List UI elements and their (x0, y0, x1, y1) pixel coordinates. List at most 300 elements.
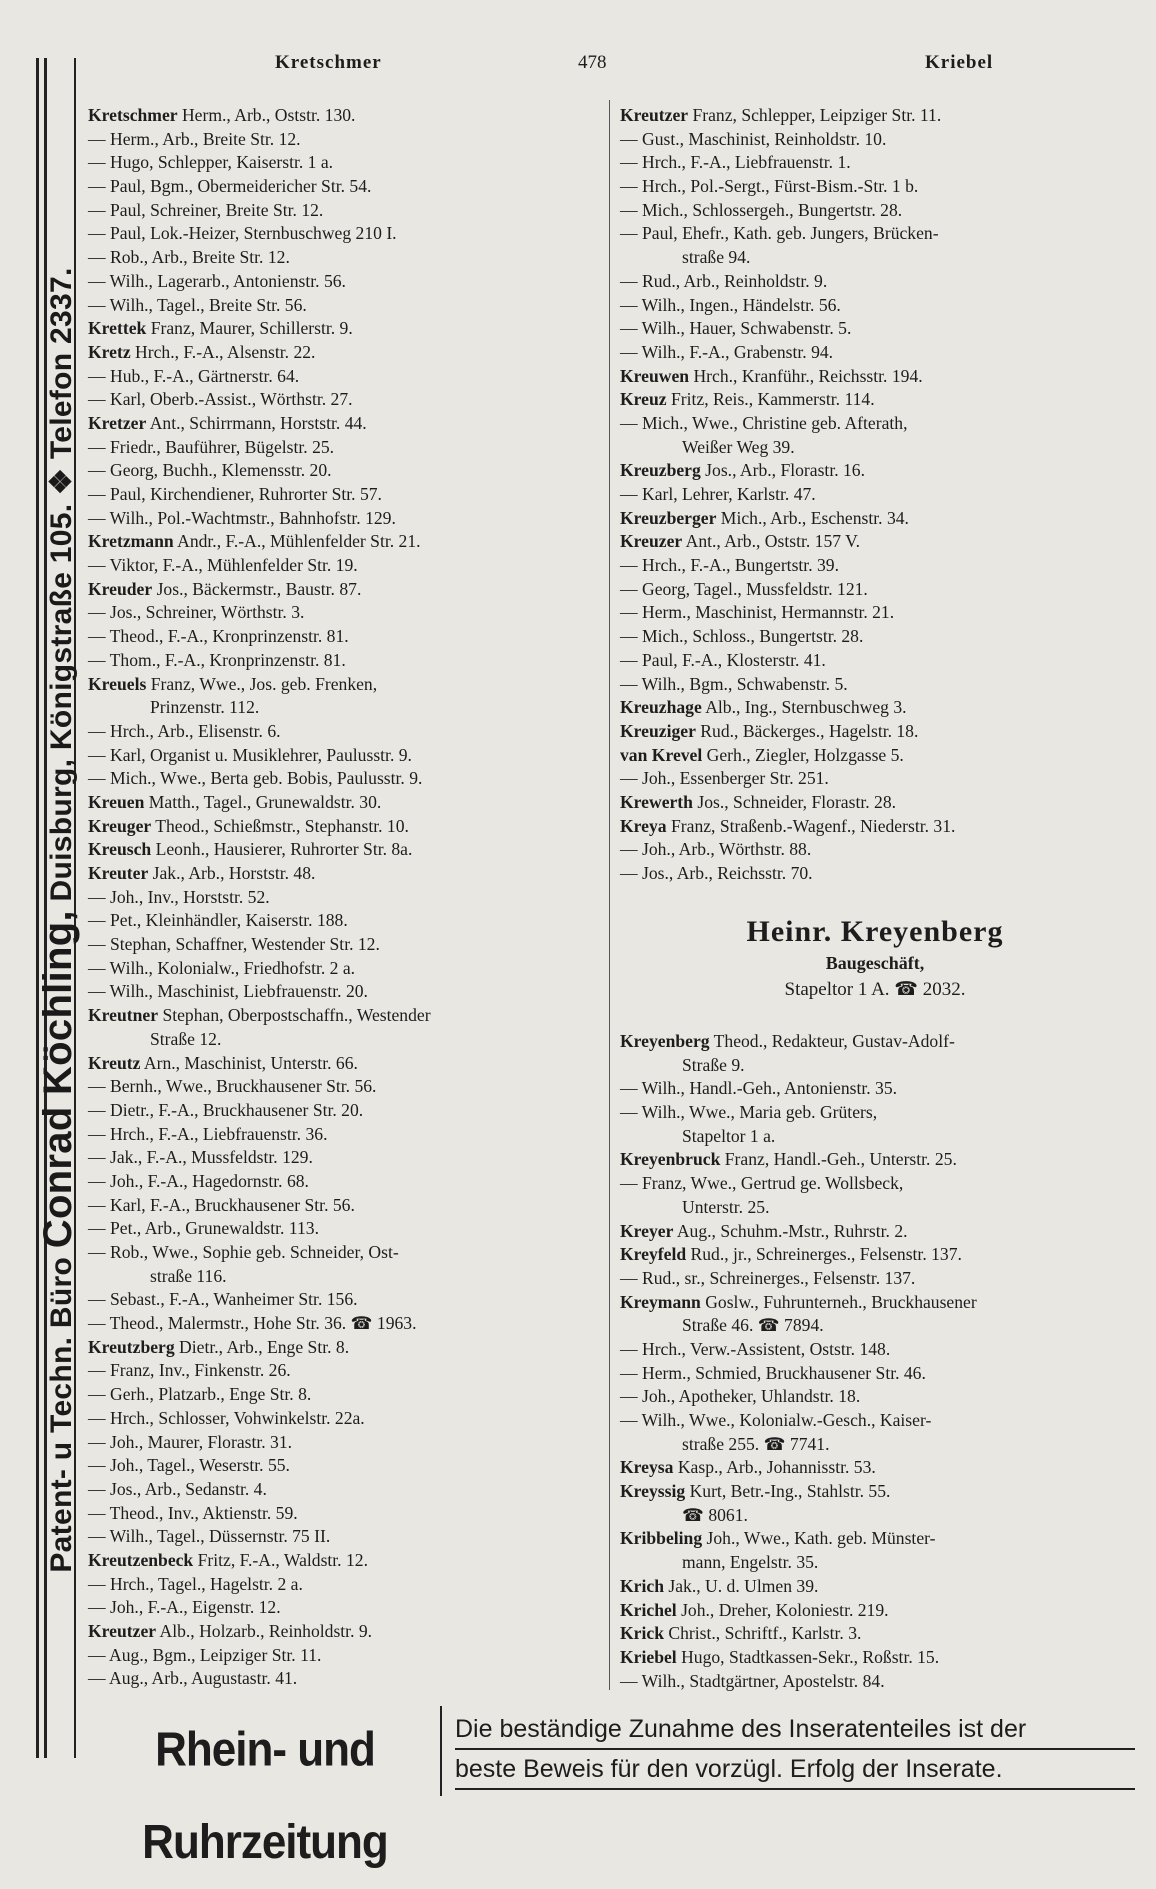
directory-entry (88, 175, 431, 199)
entry-continuation (620, 246, 955, 270)
entry-text: — Wilh., Ingen., Händelstr. 56. (620, 294, 841, 315)
entry-text: — Wilh., Bgm., Schwabenstr. 5. (620, 673, 848, 694)
directory-entry (620, 578, 955, 602)
directory-entry (620, 530, 955, 554)
entry-surname: Kreutz (88, 1052, 141, 1073)
entry-surname: Kreyssig (620, 1481, 686, 1502)
directory-entry (88, 1620, 431, 1644)
entry-text: — Gerh., Platzarb., Enge Str. 8. (88, 1384, 312, 1405)
directory-entry (620, 1101, 977, 1125)
entry-surname: Kreuzhage (620, 697, 702, 718)
entry-surname: Kreutzer (88, 1621, 157, 1641)
directory-entry (88, 791, 431, 815)
entry-surname: Kreuger (88, 815, 152, 836)
directory-entry (88, 578, 431, 602)
newspaper-advert: Rhein- und Ruhrzeitung (142, 1722, 388, 1869)
sidebar-text-pre: Patent- u Techn. Büro (45, 1248, 78, 1573)
slogan-advert (455, 1710, 1135, 1790)
entry-text: Rud., Bäckerges., Hagelstr. 18. (695, 720, 919, 741)
entry-text: — Hrch., F.-A., Liebfrauenstr. 36. (88, 1123, 328, 1144)
header-left-keyword: Kretschmer (275, 52, 382, 73)
entry-text: — Herm., Maschinist, Hermannstr. 21. (620, 602, 895, 623)
directory-entry (620, 1409, 977, 1433)
entry-text: — Wilh., Kolonialw., Friedhofstr. 2 a. (88, 957, 356, 978)
directory-entry (620, 1267, 977, 1291)
entry-text: — Aug., Bgm., Leipziger Str. 11. (88, 1644, 322, 1665)
directory-entry (88, 1052, 431, 1076)
entry-text: — Hrch., Tagel., Hagelstr. 2 a. (88, 1573, 303, 1594)
directory-entry (88, 1194, 431, 1218)
directory-entry (88, 365, 431, 389)
entry-text: Franz, Straßenb.-Wagenf., Niederstr. 31. (666, 815, 956, 836)
entry-text: Franz, Handl.-Geh., Unterstr. 25. (720, 1149, 957, 1170)
entry-text: Kurt, Betr.-Ing., Stahlstr. 55. (685, 1481, 891, 1502)
entry-text: Franz, Maurer, Schillerstr. 9. (146, 318, 353, 339)
entry-text: — Wilh., Wwe., Maria geb. Grüters, (620, 1102, 878, 1123)
entry-continuation (620, 1504, 977, 1528)
directory-entry (620, 1385, 977, 1409)
entry-surname: Kreuwen (620, 365, 690, 386)
directory-entry (88, 1288, 431, 1312)
directory-entry (88, 270, 431, 294)
directory-entry (88, 601, 431, 625)
entry-text: — Dietr., F.-A., Bruckhausener Str. 20. (88, 1099, 364, 1120)
directory-entry (88, 838, 431, 862)
directory-entry (620, 317, 955, 341)
directory-entry (620, 1670, 977, 1694)
entry-surname: Kreuels (88, 673, 147, 694)
entry-surname: Kreuzer (620, 531, 683, 552)
entry-text: Leonh., Hausierer, Ruhrorter Str. 8a. (151, 839, 413, 860)
directory-entry (88, 1667, 431, 1691)
entry-text: Mich., Arb., Eschenstr. 34. (716, 507, 909, 528)
entry-text: Kasp., Arb., Johannisstr. 53. (673, 1457, 876, 1478)
entry-surname: Krettek (88, 318, 147, 339)
entry-text: Franz, Schlepper, Leipziger Str. 11. (688, 105, 942, 125)
entry-text: — Joh., Inv., Horststr. 52. (88, 886, 270, 907)
directory-entry (88, 222, 431, 246)
entry-text: — Hrch., Pol.-Sergt., Fürst-Bism.-Str. 1 b. (620, 176, 919, 197)
entry-surname: Kretz (88, 341, 131, 362)
directory-entry (620, 507, 955, 531)
directory-entry (88, 507, 431, 531)
directory-entry (620, 696, 955, 720)
directory-entry (88, 886, 431, 910)
directory-entry (88, 1644, 431, 1668)
entry-text: straße 116. (150, 1265, 227, 1286)
entry-text: — Joh., Arb., Wörthstr. 88. (620, 839, 812, 860)
entry-continuation (620, 436, 955, 460)
directory-entry (620, 294, 955, 318)
directory-entry (88, 1241, 431, 1265)
entry-text: ☎ 8061. (682, 1504, 748, 1525)
directory-entry (88, 128, 431, 152)
directory-entry (88, 246, 431, 270)
header-right-keyword: Kriebel (925, 52, 994, 73)
entry-surname: Kribbeling (620, 1528, 703, 1549)
entry-text: — Paul, Bgm., Obermeidericher Str. 54. (88, 176, 372, 197)
entry-text: Unterstr. 25. (682, 1196, 770, 1217)
entry-text: — Joh., Apotheker, Uhlandstr. 18. (620, 1386, 861, 1407)
directory-entry (620, 1456, 977, 1480)
entry-text: — Wilh., Wwe., Kolonialw.-Gesch., Kaiser- (620, 1410, 932, 1430)
entry-surname: Kreutzberg (88, 1336, 175, 1357)
directory-entry (620, 862, 955, 886)
entry-text: — Paul, Schreiner, Breite Str. 12. (88, 199, 324, 220)
directory-entry (88, 1312, 431, 1336)
directory-entry (88, 1146, 431, 1170)
entry-text: Dietr., Arb., Enge Str. 8. (174, 1336, 350, 1357)
entry-text: Rud., jr., Schreinerges., Felsenstr. 137. (686, 1244, 962, 1265)
entry-continuation (88, 696, 431, 720)
entry-surname: Kreuen (88, 791, 145, 812)
directory-entry (620, 1599, 977, 1623)
entry-text: — Karl, F.-A., Bruckhausener Str. 56. (88, 1194, 355, 1215)
entry-surname: Kreyer (620, 1220, 674, 1241)
directory-entry (88, 104, 431, 128)
entry-text: — Hrch., Schlosser, Vohwinkelstr. 22a. (88, 1407, 365, 1428)
entry-text: — Hugo, Schlepper, Kaiserstr. 1 a. (88, 152, 334, 173)
entry-text: — Paul, Ehefr., Kath. geb. Jungers, Brücken- (620, 223, 939, 244)
directory-entry (88, 1359, 431, 1383)
entry-text: — Hrch., Arb., Elisenstr. 6. (88, 720, 281, 741)
directory-entry (88, 1454, 431, 1478)
entry-continuation (620, 1054, 977, 1078)
directory-entry (88, 530, 431, 554)
entry-text: Prinzenstr. 112. (150, 697, 260, 718)
sidebar-text-post: Duisburg, Königstraße 105. ❖ Telefon 2337. (45, 267, 78, 911)
directory-entry (88, 294, 431, 318)
entry-surname: Kreusch (88, 839, 152, 860)
directory-entry (88, 1525, 431, 1549)
directory-entry (620, 767, 955, 791)
entry-text: — Joh., F.-A., Hagedornstr. 68. (88, 1170, 309, 1191)
directory-entry (620, 1291, 977, 1315)
entry-text: — Thom., F.-A., Kronprinzenstr. 81. (88, 649, 346, 670)
directory-entry (620, 1077, 977, 1101)
slogan-line-1: Die beständige Zunahme des Inseratenteiles ist der (455, 1710, 1135, 1750)
directory-entry (88, 815, 431, 839)
directory-entry (620, 483, 955, 507)
advertisement (620, 915, 1130, 1001)
entry-text: straße 94. (682, 247, 751, 268)
entry-text: Joh., Wwe., Kath. geb. Münster- (702, 1528, 936, 1549)
entry-text: — Paul, Kirchendiener, Ruhrorter Str. 57. (88, 484, 382, 504)
directory-entry (620, 838, 955, 862)
entry-text: Alb., Ing., Sternbuschweg 3. (701, 697, 907, 718)
entry-continuation (620, 1433, 977, 1457)
directory-entry (620, 649, 955, 673)
entry-surname: Krichel (620, 1599, 677, 1620)
directory-entry (620, 1575, 977, 1599)
entry-surname: Kreuzberger (620, 507, 717, 528)
directory-entry (88, 1336, 431, 1360)
entry-text: — Rob., Arb., Breite Str. 12. (88, 247, 290, 268)
entry-text: Aug., Schuhm.-Mstr., Ruhrstr. 2. (673, 1220, 908, 1241)
entry-text: — Joh., Maurer, Florastr. 31. (88, 1431, 293, 1452)
entry-text: — Mich., Schlossergeh., Bungertstr. 28. (620, 199, 903, 220)
entry-text: — Wilh., Tagel., Breite Str. 56. (88, 294, 307, 315)
entry-surname: Krick (620, 1623, 664, 1644)
directory-entry (620, 673, 955, 697)
directory-entry (88, 720, 431, 744)
directory-entry (88, 1407, 431, 1431)
entry-surname: Kreutzenbeck (88, 1549, 194, 1570)
entry-text: — Joh., Tagel., Weserstr. 55. (88, 1455, 290, 1476)
entry-text: Straße 9. (682, 1054, 745, 1075)
directory-entry (620, 554, 955, 578)
entry-continuation (620, 1125, 977, 1149)
entry-text: — Wilh., Pol.-Wachtmstr., Bahnhofstr. 129. (88, 507, 396, 528)
entry-surname: Kreuter (88, 863, 149, 883)
directory-entry (620, 175, 955, 199)
directory-entry (88, 1217, 431, 1241)
entry-text: Gerh., Ziegler, Holzgasse 5. (702, 744, 904, 765)
directory-entry (88, 436, 431, 460)
entry-surname: Kreyfeld (620, 1244, 687, 1265)
directory-entry (88, 1383, 431, 1407)
entry-text: — Wilh., Stadtgärtner, Apostelstr. 84. (620, 1670, 885, 1691)
entry-surname: Krewerth (620, 791, 693, 812)
entry-text: — Jak., F.-A., Mussfeldstr. 129. (88, 1147, 313, 1168)
directory-entry (88, 317, 431, 341)
entry-continuation (620, 1314, 977, 1338)
entry-text: — Wilh., Hauer, Schwabenstr. 5. (620, 318, 852, 339)
entry-text: — Hrch., F.-A., Bungertstr. 39. (620, 555, 839, 576)
directory-entry (88, 151, 431, 175)
directory-entry (88, 625, 431, 649)
entry-surname: Kretzmann (88, 531, 174, 552)
entry-text: Jak., Arb., Horststr. 48. (148, 863, 316, 883)
entry-surname: Kretschmer (88, 105, 178, 125)
entry-text: Weißer Weg 39. (682, 436, 795, 457)
entry-continuation (620, 1196, 977, 1220)
entry-text: Arn., Maschinist, Unterstr. 66. (140, 1052, 358, 1073)
directory-entry (88, 412, 431, 436)
entry-text: Herm., Arb., Oststr. 130. (177, 105, 356, 125)
entry-text: mann, Engelstr. 35. (682, 1552, 819, 1573)
entry-surname: Kreutzer (620, 105, 689, 125)
entry-text: — Hrch., F.-A., Liebfrauenstr. 1. (620, 152, 851, 173)
directory-entry (88, 199, 431, 223)
entry-surname: Kreuder (88, 578, 153, 599)
footer-rule (440, 1706, 442, 1796)
entry-text: Matth., Tagel., Grunewaldstr. 30. (144, 791, 382, 812)
directory-entry (620, 365, 955, 389)
entry-text: — Mich., Wwe., Berta geb. Bobis, Paulusstr. 9. (88, 768, 423, 789)
entry-text: — Paul, Lok.-Heizer, Sternbuschweg 210 I. (88, 223, 397, 244)
entry-text: — Rud., Arb., Reinholdstr. 9. (620, 270, 828, 291)
directory-entry (620, 791, 955, 815)
entry-text: Hrch., F.-A., Alsenstr. 22. (130, 341, 316, 362)
entry-surname: Kreutner (88, 1005, 159, 1026)
entry-text: — Hrch., Verw.-Assistent, Oststr. 148. (620, 1338, 891, 1359)
entry-text: — Karl, Organist u. Musiklehrer, Paulusstr. 9. (88, 744, 412, 765)
entry-text: — Paul, F.-A., Klosterstr. 41. (620, 649, 826, 670)
directory-entry (620, 720, 955, 744)
directory-entry (88, 1502, 431, 1526)
directory-entry (620, 1622, 977, 1646)
advert-address: Stapeltor 1 A. ☎ 2032. (784, 979, 966, 1000)
entry-text: — Gust., Maschinist, Reinholdstr. 10. (620, 128, 887, 149)
entry-continuation (620, 1551, 977, 1575)
entry-text: — Jos., Arb., Reichsstr. 70. (620, 863, 813, 883)
entry-continuation (88, 1028, 431, 1052)
directory-entry (620, 412, 955, 436)
entry-surname: Kreyenbruck (620, 1149, 721, 1170)
directory-entry (620, 1243, 977, 1267)
directory-entry (88, 554, 431, 578)
directory-entry (620, 1480, 977, 1504)
left-column (88, 104, 431, 1691)
directory-entry (88, 459, 431, 483)
entry-surname: Kreymann (620, 1291, 701, 1312)
entry-text: Hugo, Stadtkassen-Sekr., Roßstr. 15. (676, 1646, 940, 1667)
directory-entry (620, 270, 955, 294)
directory-entry (88, 1075, 431, 1099)
entry-text: — Rob., Wwe., Sophie geb. Schneider, Ost- (88, 1242, 399, 1262)
entry-text: — Friedr., Bauführer, Bügelstr. 25. (88, 436, 335, 457)
entry-text: Fritz, Reis., Kammerstr. 114. (666, 389, 875, 410)
entry-text: Fritz, F.-A., Waldstr. 12. (193, 1549, 368, 1570)
entry-surname: Kreyenberg (620, 1031, 710, 1051)
entry-text: straße 255. ☎ 7741. (682, 1433, 830, 1454)
entry-text: Jos., Schneider, Florastr. 28. (692, 791, 897, 812)
directory-entry (620, 104, 955, 128)
entry-text: Andr., F.-A., Mühlenfelder Str. 21. (173, 531, 421, 552)
directory-entry (620, 1527, 977, 1551)
right-column-top (620, 104, 955, 886)
directory-entry (88, 957, 431, 981)
entry-text: Joh., Dreher, Koloniestr. 219. (676, 1599, 889, 1620)
entry-text: — Georg, Buchh., Klemensstr. 20. (88, 460, 332, 481)
entry-surname: Kreuzberg (620, 460, 701, 481)
entry-text: — Aug., Arb., Augustastr. 41. (88, 1668, 298, 1689)
directory-entry (88, 744, 431, 768)
entry-surname: Kreuz (620, 389, 667, 410)
directory-entry (620, 151, 955, 175)
directory-entry (88, 909, 431, 933)
directory-entry (620, 222, 955, 246)
directory-entry (88, 933, 431, 957)
entry-text: Ant., Schirrmann, Horststr. 44. (146, 412, 367, 433)
entry-text: — Mich., Wwe., Christine geb. Afterath, (620, 412, 908, 433)
entry-text: — Wilh., Maschinist, Liebfrauenstr. 20. (88, 981, 368, 1002)
entry-text: — Bernh., Wwe., Bruckhausener Str. 56. (88, 1076, 377, 1097)
entry-text: Stapeltor 1 a. (682, 1125, 776, 1146)
entry-text: — Jos., Arb., Sedanstr. 4. (88, 1478, 267, 1499)
directory-entry (620, 199, 955, 223)
directory-entry (620, 1148, 977, 1172)
entry-text: — Mich., Schloss., Bungertstr. 28. (620, 626, 864, 647)
entry-text: — Joh., Essenberger Str. 251. (620, 768, 829, 789)
directory-entry (88, 1596, 431, 1620)
directory-entry (88, 1573, 431, 1597)
directory-entry (88, 980, 431, 1004)
entry-text: — Hub., F.-A., Gärtnerstr. 64. (88, 365, 300, 386)
entry-text: Goslw., Fuhrunterneh., Bruckhausener (700, 1291, 977, 1312)
directory-entry (88, 341, 431, 365)
entry-text: — Stephan, Schaffner, Westender Str. 12. (88, 934, 380, 955)
entry-text: — Theod., Malermstr., Hohe Str. 36. ☎ 1963. (88, 1313, 417, 1334)
sidebar-advert (33, 120, 83, 1720)
directory-entry (88, 388, 431, 412)
directory-entry (620, 1338, 977, 1362)
entry-text: — Franz, Wwe., Gertrud ge. Wollsbeck, (620, 1173, 904, 1194)
entry-text: — Jos., Schreiner, Wörthstr. 3. (88, 602, 305, 623)
entry-text: — Herm., Arb., Breite Str. 12. (88, 128, 301, 149)
entry-text: — Wilh., Handl.-Geh., Antonienstr. 35. (620, 1078, 898, 1099)
directory-entry (88, 767, 431, 791)
entry-text: — Joh., F.-A., Eigenstr. 12. (88, 1597, 281, 1618)
entry-text: — Karl, Lehrer, Karlstr. 47. (620, 484, 816, 504)
entry-text: Jos., Arb., Florastr. 16. (700, 460, 866, 481)
column-divider (609, 100, 610, 1690)
directory-entry (620, 601, 955, 625)
entry-text: — Sebast., F.-A., Wanheimer Str. 156. (88, 1289, 358, 1310)
entry-surname: van Krevel (620, 744, 703, 765)
entry-text: Franz, Wwe., Jos. geb. Frenken, (146, 673, 378, 694)
advert-firm: Heinr. Kreyenberg (746, 915, 1004, 948)
directory-entry (88, 1004, 431, 1028)
right-column-bottom (620, 1030, 977, 1693)
entry-text: Hrch., Kranführ., Reichsstr. 194. (689, 365, 923, 386)
directory-entry (620, 1030, 977, 1054)
directory-entry (88, 1099, 431, 1123)
entry-text: — Wilh., Tagel., Düssernstr. 75 II. (88, 1526, 331, 1547)
directory-entry (620, 1646, 977, 1670)
entry-text: Jak., U. d. Ulmen 39. (663, 1575, 819, 1596)
entry-continuation (88, 1265, 431, 1289)
entry-text: Theod., Redakteur, Gustav-Adolf- (709, 1031, 955, 1051)
entry-text: — Pet., Arb., Grunewaldstr. 113. (88, 1218, 319, 1239)
entry-surname: Kriebel (620, 1646, 677, 1667)
entry-text: Stephan, Oberpostschaffn., Westender (158, 1005, 431, 1026)
entry-text: Jos., Bäckermstr., Baustr. 87. (152, 578, 362, 599)
directory-entry (88, 1170, 431, 1194)
directory-entry (620, 1362, 977, 1386)
directory-entry (88, 1431, 431, 1455)
entry-text: — Theod., F.-A., Kronprinzenstr. 81. (88, 626, 349, 647)
entry-text: — Franz, Inv., Finkenstr. 26. (88, 1360, 291, 1381)
directory-entry (620, 459, 955, 483)
advert-business: Baugeschäft, (825, 953, 925, 973)
entry-text: Alb., Holzarb., Reinholdstr. 9. (156, 1621, 373, 1641)
entry-surname: Kretzer (88, 412, 147, 433)
directory-entry (620, 388, 955, 412)
directory-entry (88, 862, 431, 886)
page-number: 478 (578, 52, 607, 73)
entry-text: — Wilh., Lagerarb., Antonienstr. 56. (88, 270, 346, 291)
entry-text: — Pet., Kleinhändler, Kaiserstr. 188. (88, 910, 348, 931)
entry-text: Theod., Schießmstr., Stephanstr. 10. (151, 815, 409, 836)
entry-surname: Krich (620, 1575, 664, 1596)
directory-entry (620, 341, 955, 365)
directory-entry (88, 649, 431, 673)
directory-entry (620, 625, 955, 649)
entry-text: Christ., Schriftf., Karlstr. 3. (663, 1623, 862, 1644)
directory-entry (88, 1478, 431, 1502)
entry-text: — Viktor, F.-A., Mühlenfelder Str. 19. (88, 555, 358, 576)
entry-text: Ant., Arb., Oststr. 157 V. (682, 531, 860, 552)
directory-entry (620, 744, 955, 768)
entry-text: Straße 46. ☎ 7894. (682, 1315, 824, 1336)
entry-text: — Herm., Schmied, Bruckhausener Str. 46. (620, 1362, 926, 1383)
directory-entry (620, 128, 955, 152)
entry-surname: Kreysa (620, 1457, 674, 1478)
entry-text: — Theod., Inv., Aktienstr. 59. (88, 1502, 298, 1523)
entry-text: — Karl, Oberb.-Assist., Wörthstr. 27. (88, 389, 353, 410)
